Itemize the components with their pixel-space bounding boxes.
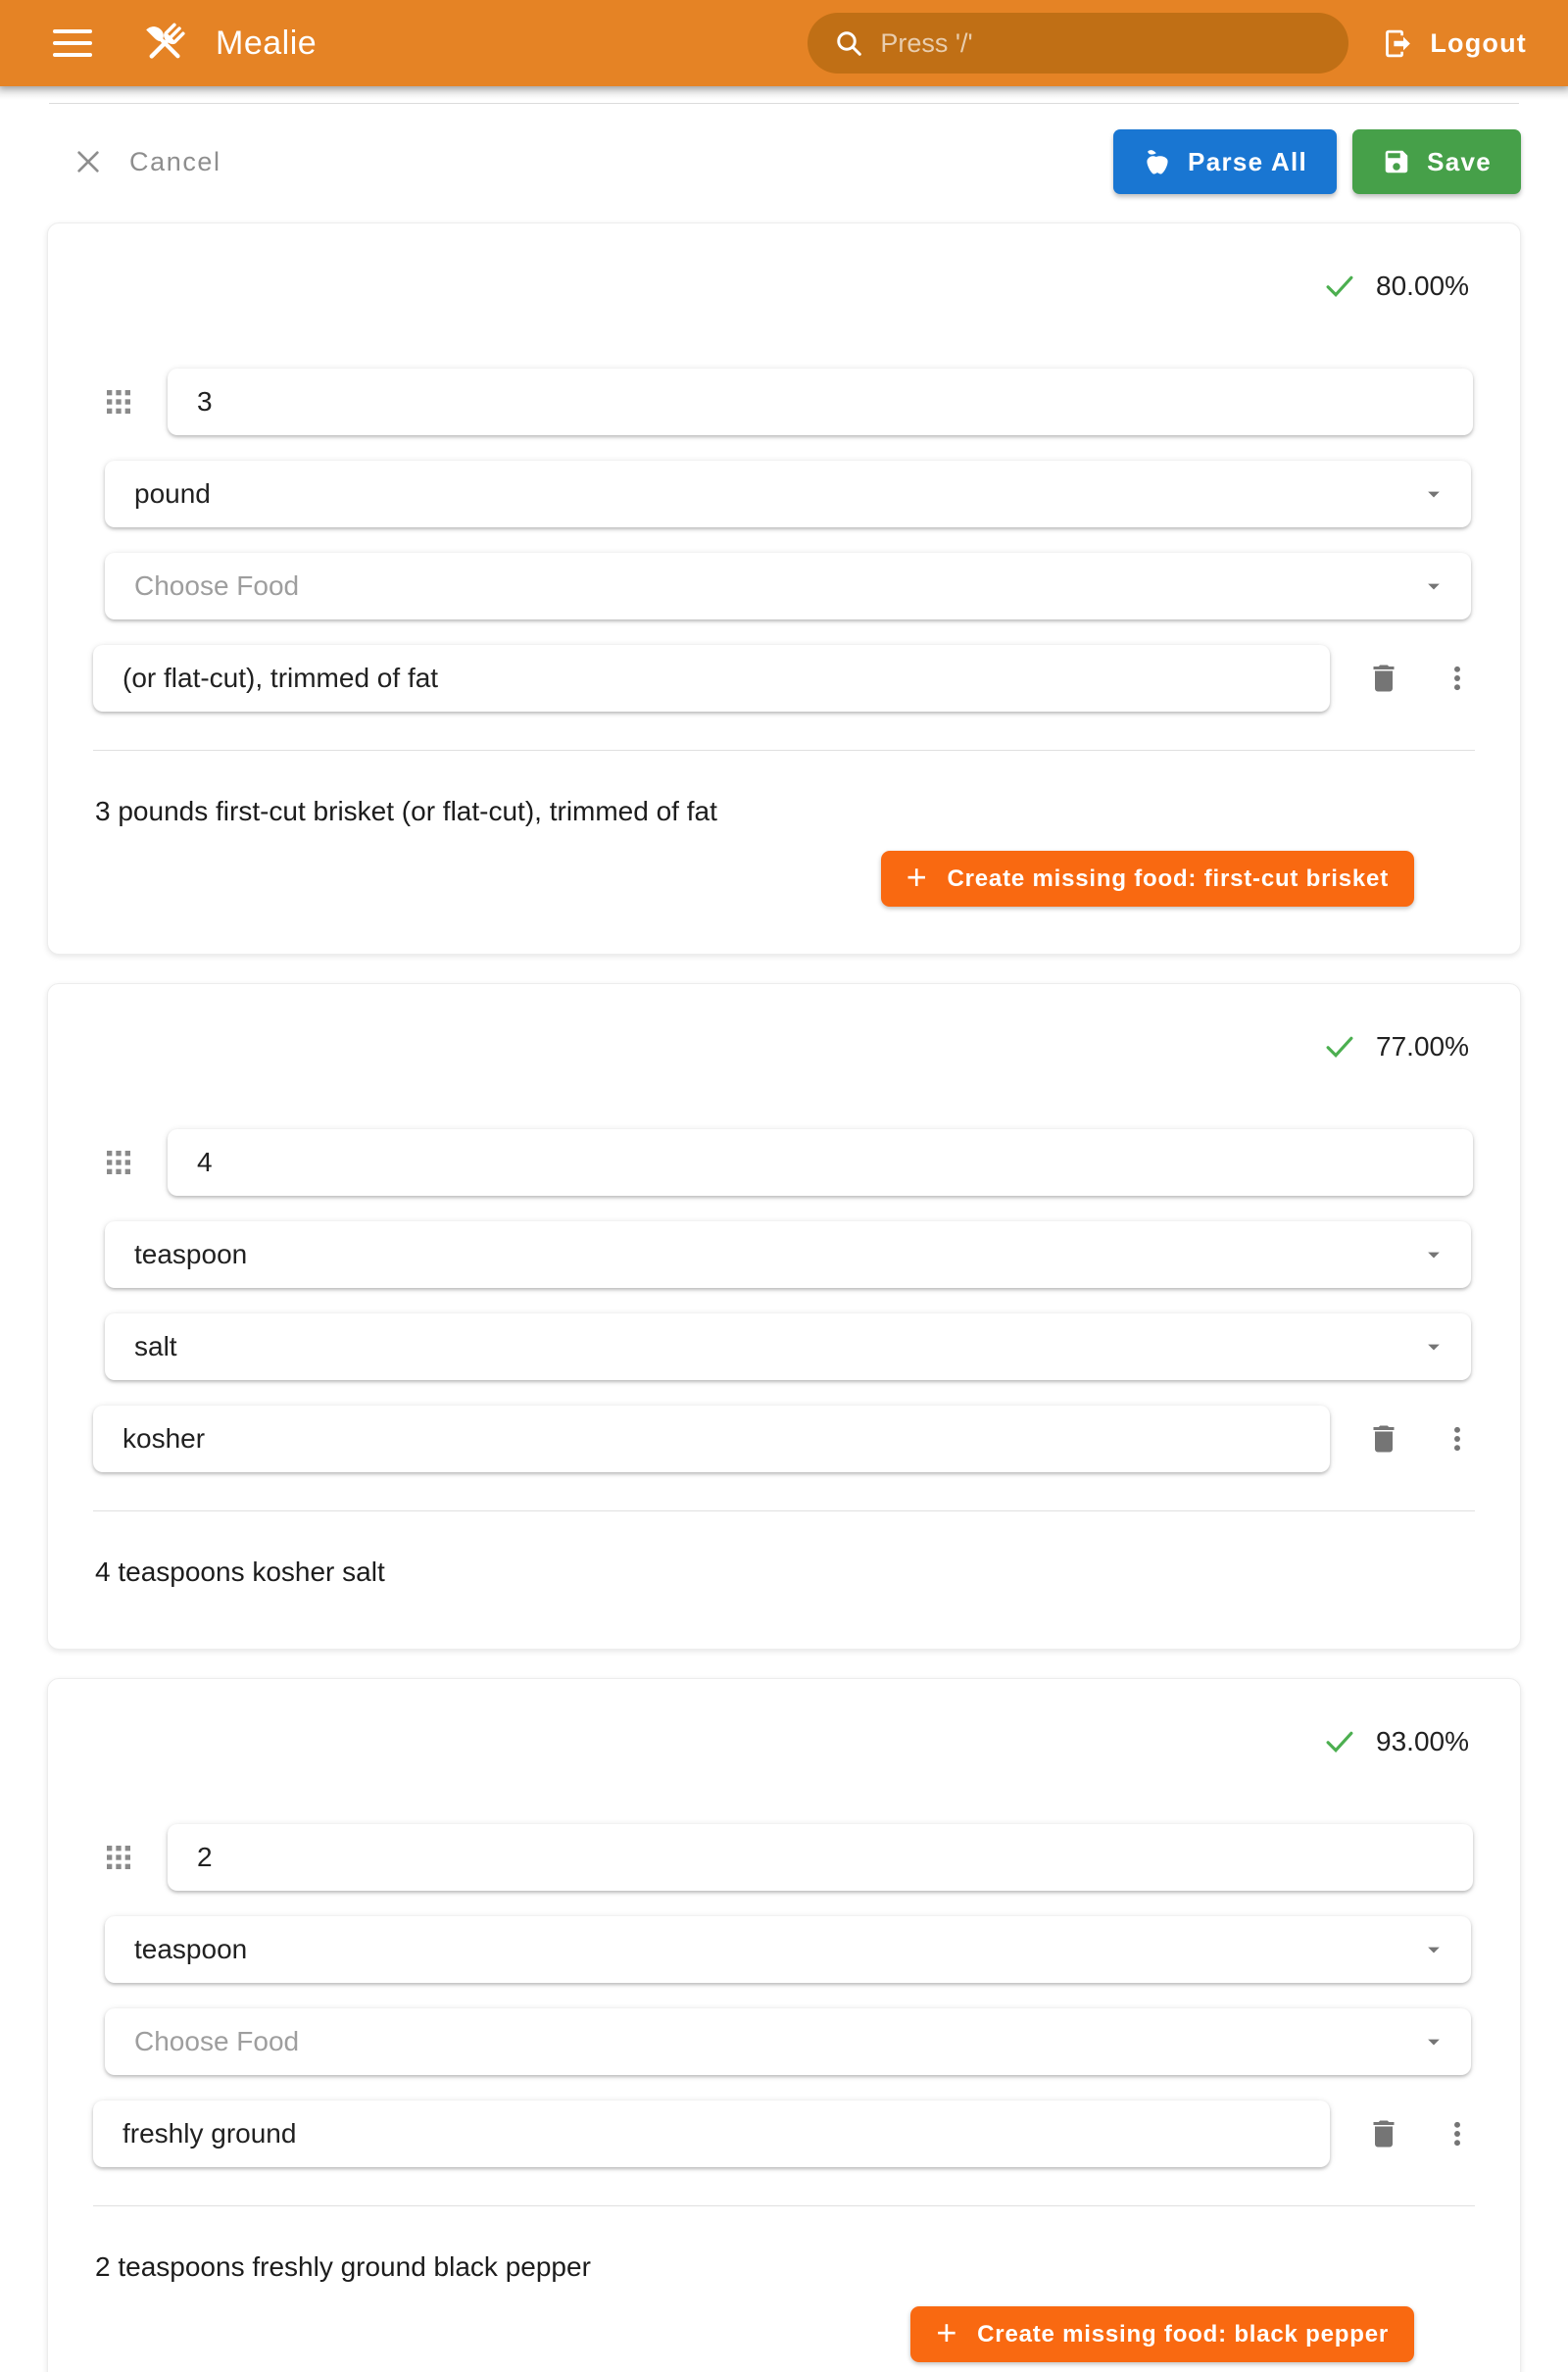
logout-icon (1382, 27, 1414, 60)
create-missing-food-label: Create missing food: first-cut brisket (947, 865, 1389, 892)
food-placeholder: Choose Food (134, 2026, 300, 2056)
trash-icon (1366, 2116, 1401, 2151)
note-input[interactable] (93, 2100, 1330, 2167)
note-row (91, 1406, 1477, 1472)
kebab-menu-icon (1441, 662, 1474, 695)
search-icon (833, 27, 864, 59)
card-divider (93, 750, 1475, 751)
chevron-down-icon (1420, 1241, 1447, 1268)
close-icon (73, 146, 104, 177)
plus-icon: + (936, 2312, 958, 2352)
search-input[interactable] (880, 28, 1323, 59)
delete-button[interactable] (1363, 2112, 1403, 2155)
cancel-label: Cancel (129, 146, 221, 176)
unit-value: teaspoon (134, 1239, 248, 1269)
app-header (0, 0, 1568, 86)
unit-value: teaspoon (134, 1934, 248, 1964)
note-input[interactable] (93, 645, 1330, 712)
menu-icon[interactable] (53, 29, 92, 57)
save-button[interactable] (1352, 129, 1521, 194)
logout-button[interactable] (1382, 27, 1527, 60)
quantity-input[interactable] (168, 369, 1473, 435)
search-bar[interactable] (808, 13, 1348, 74)
food-placeholder: Choose Food (134, 570, 300, 601)
note-input[interactable] (93, 1406, 1330, 1472)
confidence-value: 77.00% (1376, 1031, 1469, 1062)
page-content (0, 103, 1568, 2372)
drag-handle-icon[interactable] (103, 1147, 134, 1178)
chevron-down-icon (1420, 2028, 1447, 2055)
chevron-down-icon (1420, 572, 1447, 600)
create-missing-food-button[interactable] (881, 851, 1414, 907)
check-icon (1321, 1723, 1358, 1760)
logout-label: Logout (1430, 27, 1527, 58)
ingredient-card (47, 983, 1521, 1650)
trash-icon (1366, 661, 1401, 696)
check-icon (1321, 268, 1358, 305)
create-row (91, 851, 1477, 907)
create-missing-food-button[interactable] (910, 2306, 1414, 2362)
confidence-row (91, 267, 1477, 306)
card-divider (93, 1510, 1475, 1511)
mealie-logo-icon (137, 16, 192, 71)
card-divider (93, 2205, 1475, 2206)
original-ingredient-text: 4 teaspoons kosher salt (95, 1557, 385, 1587)
delete-button[interactable] (1363, 657, 1403, 700)
ingredient-card (47, 222, 1521, 955)
quantity-row (91, 1824, 1477, 1891)
confidence-row (91, 1722, 1477, 1761)
food-select[interactable] (105, 2008, 1471, 2075)
quantity-input[interactable] (168, 1129, 1473, 1196)
save-label: Save (1427, 146, 1492, 176)
cancel-button[interactable] (47, 146, 221, 177)
ingredient-card (47, 1678, 1521, 2372)
kebab-menu-icon (1441, 1422, 1474, 1456)
quantity-row (91, 369, 1477, 435)
plus-icon: + (906, 857, 928, 897)
drag-handle-icon[interactable] (103, 386, 134, 418)
trash-icon (1366, 1421, 1401, 1457)
drag-handle-icon[interactable] (103, 1842, 134, 1873)
parse-all-label: Parse All (1188, 146, 1308, 176)
top-divider (49, 103, 1519, 104)
more-menu-button[interactable] (1437, 657, 1477, 700)
food-select[interactable] (105, 1313, 1471, 1380)
unit-select[interactable] (105, 1221, 1471, 1288)
chevron-down-icon (1420, 480, 1447, 508)
note-row (91, 645, 1477, 712)
check-icon (1321, 1028, 1358, 1065)
apple-icon (1143, 147, 1172, 176)
create-row (91, 2306, 1477, 2362)
food-select[interactable] (105, 553, 1471, 619)
delete-button[interactable] (1363, 1417, 1403, 1460)
create-missing-food-label: Create missing food: black pepper (977, 2320, 1389, 2347)
parse-all-button[interactable] (1113, 129, 1337, 194)
unit-select[interactable] (105, 461, 1471, 527)
chevron-down-icon (1420, 1333, 1447, 1360)
kebab-menu-icon (1441, 2117, 1474, 2150)
quantity-row (91, 1129, 1477, 1196)
unit-select[interactable] (105, 1916, 1471, 1983)
original-ingredient-text: 2 teaspoons freshly ground black pepper (95, 2251, 591, 2282)
note-row (91, 2100, 1477, 2167)
food-value: salt (134, 1331, 177, 1361)
confidence-value: 80.00% (1376, 271, 1469, 301)
more-menu-button[interactable] (1437, 1417, 1477, 1460)
more-menu-button[interactable] (1437, 2112, 1477, 2155)
header-shadow (0, 86, 1568, 100)
app-title: Mealie (216, 24, 318, 62)
quantity-input[interactable] (168, 1824, 1473, 1891)
floppy-save-icon (1382, 147, 1411, 176)
confidence-value: 93.00% (1376, 1726, 1469, 1756)
parser-toolbar (47, 129, 1521, 194)
confidence-row (91, 1027, 1477, 1066)
chevron-down-icon (1420, 1936, 1447, 1963)
unit-value: pound (134, 478, 211, 509)
original-ingredient-text: 3 pounds first-cut brisket (or flat-cut), trimmed of fat (95, 796, 717, 826)
